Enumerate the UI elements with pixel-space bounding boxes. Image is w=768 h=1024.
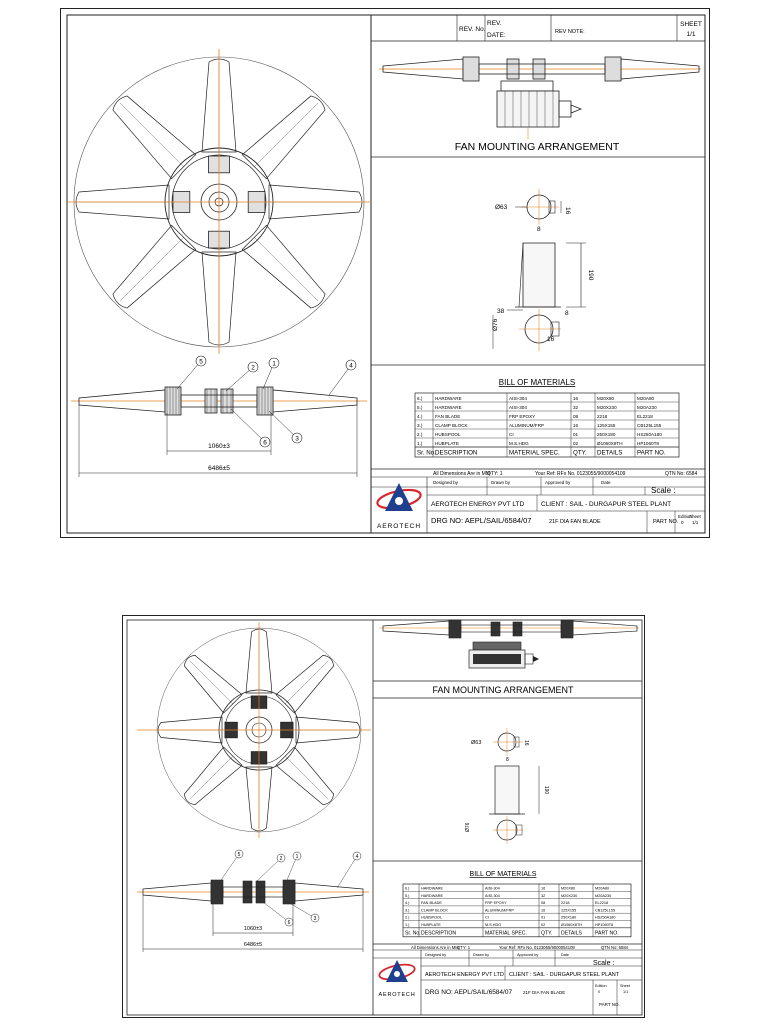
tb-qtn: QTN No: 6584 [665,471,698,477]
bom-cell: EL2218 [637,414,653,420]
bom-cell: M20A230 [595,893,612,898]
tb-sheet-label: Sheet [620,984,630,988]
fan-side-view [71,356,367,477]
tb-scale: Scale : [651,486,676,495]
tb-company: AEROTECH ENERGY PVT LTD [425,972,504,978]
bom-cell: M20A80 [595,886,610,891]
bom-cell: FAN BLADE [435,414,461,420]
bom-cell: M20A80 [637,396,655,402]
bom-cell: 2.) [417,432,423,438]
title-block [373,944,642,1015]
section-title: FAN MOUNTING ARRANGEMENT [432,685,574,695]
aerotech-logo-icon [376,483,422,530]
dim-dia63: Ø63 [495,204,508,211]
bom-cell: AISI-304 [485,893,500,898]
drawing-sheet-2 [122,615,645,1018]
dim-190: 190 [543,785,549,795]
tb-desc: 21F DIA FAN BLADE [549,519,601,525]
fan-blade [276,649,340,713]
bom-cell: AISI-304 [509,405,527,411]
bom-header: DESCRIPTION [435,449,478,457]
hub-spool-detail [492,189,594,351]
bom-header: PART NO. [637,449,666,457]
tb-edition-label: Edition [678,514,692,519]
bom-cell: FAN BLADE [421,901,442,906]
tb-drawn-by: Drawn by [473,953,490,957]
bom-cell: 125X155 [597,423,616,429]
part-balloons [235,850,361,926]
bom-cell: HP1060T8 [637,441,659,447]
bom-cell: M20X80 [597,396,615,402]
bom-cell: 1.) [417,441,423,447]
sheet-2-canvas [123,616,646,1019]
bom-cell: 16 [573,396,579,402]
bom-cell: FRP EPOXY [485,901,507,906]
fan-blade [178,649,242,713]
bom-cell: 01 [573,432,579,438]
tb-date: Date [561,953,570,957]
rev-note-label: REV NOTE: [555,29,585,35]
bom-cell: CLAMP BLOCK [435,423,468,429]
bom-cell: HUBPLATE [435,441,459,447]
bom-cell: CLAMP BLOCK [421,908,448,913]
bom-cell: ALUMINUM/FRP [509,423,544,429]
blade-root [523,243,555,307]
logo-text: AEROTECH [378,992,416,998]
dim-38: 38 [497,308,505,315]
bom-cell: 6.) [405,886,410,891]
fan-top-view [137,622,371,838]
bom-cell: Ø1060X8TH [597,441,623,447]
bom-cell: 08 [541,901,546,906]
revision-block [371,15,705,41]
balloon-6: 6 [287,920,291,926]
bom-cell: M.S.HDG [485,923,502,927]
bom-cell: HUBSPOOL [435,432,461,438]
aerotech-logo-icon [378,960,416,998]
dim-8-mid: 8 [565,310,569,317]
tb-ref: Your Ref: RFx No. 0123055/9000054109 [499,945,575,950]
bom-header: QTY. [573,449,587,457]
balloon-4: 4 [355,854,359,860]
tb-edition-value: 0 [681,520,684,525]
bom-table [403,884,631,937]
bom-cell: 5.) [405,893,410,898]
dim-hub-span: 1060±3 [208,443,230,450]
bom-cell: 02 [541,923,546,927]
bom-cell: 16 [573,423,579,429]
tb-part-no: PART NO. [653,519,679,525]
bom-cell: 6.) [417,396,423,402]
sheet-1-canvas [61,9,711,539]
bom-cell: M20X230 [561,893,578,898]
tb-qty: QTY: 1 [487,471,503,477]
bom-cell: 01 [541,915,546,920]
bom-header: DETAILS [597,449,623,457]
bom-cell: M20A230 [637,405,657,411]
bom-cell: 02 [573,441,579,447]
bom-cell: HARDWARE [421,893,444,898]
bom-cell: CB125L155 [595,908,616,913]
dim-hub-span: 1060±3 [243,926,263,932]
bom-cell: 2218 [561,901,570,906]
drawing-sheet-1 [60,8,710,538]
tb-sheet-value: 1/1 [623,990,629,994]
balloon-1: 1 [272,360,276,368]
rev-date-label: DATE: [487,32,506,39]
fan-blade [106,225,196,315]
tb-sheet-label: Sheet [689,514,701,519]
bom-cell: HARDWARE [435,405,462,411]
bom-header: QTY. [541,930,553,937]
bom-cell: 2218 [597,414,608,420]
tb-edition-value: 0 [598,990,601,994]
bom-table [415,393,679,457]
bom-cell: HS250A180 [595,915,616,920]
bom-header: Sr. No. [417,449,436,457]
tb-designed-by: Designed by [433,480,459,485]
sheet-label: SHEET [680,21,702,28]
tb-qty: QTY: 1 [457,945,471,950]
balloon-5: 5 [199,358,203,366]
bom-cell: FRP EPOXY [509,414,536,420]
bom-cell: 250X180 [561,915,577,920]
bom-header: MATERIAL SPEC. [485,930,527,937]
tb-desc: 21F DIA FAN BLADE [523,990,566,995]
balloon-2: 2 [251,364,255,372]
bom-cell: HARDWARE [435,396,462,402]
tb-note: All Dimensions Are in MM [411,945,459,950]
hub-spool-detail [465,728,549,844]
dim-8-top: 8 [506,757,509,763]
rev-no-label: REV. No. [459,26,486,33]
bom-cell: 250X180 [597,432,616,438]
bom-cell: CB125L155 [637,423,662,429]
bom-cell: 08 [573,414,579,420]
bom-cell: HUBSPOOL [421,915,443,920]
bom-cell: 16 [541,886,546,891]
bom-header: MATERIAL SPEC. [509,449,560,457]
assembly-front-view [379,57,701,139]
section-title: FAN MOUNTING ARRANGEMENT [454,141,620,153]
tb-drg-no: DRG NO: AEPL/SAIL/6584/07 [425,989,513,996]
bom-cell: 16 [541,908,546,913]
balloon-1: 1 [295,854,299,860]
bom-header: Sr. No. [405,930,421,937]
part-balloons [196,356,356,447]
bom-cell: 4.) [405,901,410,906]
bom-cell: 5.) [417,405,423,411]
logo-text: AEROTECH [376,523,422,530]
fan-side-view [137,850,369,952]
tb-client: CLIENT : SAIL - DURGAPUR STEEL PLANT [541,501,672,508]
balloon-2: 2 [279,856,283,862]
tb-edition-label: Edition [595,984,607,988]
bom-cell: HS250A180 [637,432,662,438]
dim-16-bottom: 16 [547,336,555,343]
bom-cell: Ø1060X8TH [561,923,583,927]
bom-cell: 32 [541,893,546,898]
bom-title: BILL OF MATERIALS [469,871,537,878]
tb-company: AEROTECH ENERGY PVT LTD [431,501,525,508]
tb-qtn: QTN No: 6584 [601,945,628,950]
bom-cell: 32 [573,405,579,411]
bom-cell: M20X230 [597,405,617,411]
bom-cell: CI [509,432,514,438]
sheet-value: 1/1 [686,31,696,38]
bom-cell: 1.) [405,923,410,927]
bom-cell: ALUMINUM/FRP [485,908,514,913]
bom-cell: 3.) [405,908,410,913]
bom-cell: HARDWARE [421,886,444,891]
title-block [371,469,705,533]
dim-overall-span: 6486±5 [208,465,230,472]
bom-cell: HP1060T8 [595,923,614,927]
tb-ref: Your Ref: RFx No. 0123055/9000054109 [535,471,626,477]
assembly-front-view [379,620,639,668]
bom-cell: AISI-304 [485,886,500,891]
tb-drg-no: DRG NO: AEPL/SAIL/6584/07 [431,516,532,525]
dim-16-top: 16 [523,740,529,746]
rev-label: REV. [487,20,502,27]
bom-cell: M20X80 [561,886,576,891]
gearbox [497,91,559,127]
balloon-3: 3 [295,435,299,443]
fan-blade [178,747,242,811]
tb-designed-by: Designed by [425,953,447,957]
bom-cell: 4.) [417,414,423,420]
dim-dia63: Ø63 [471,740,482,746]
bom-cell: 2.) [405,915,410,920]
dim-overall-span: 6486±5 [243,942,263,948]
bom-header: DESCRIPTION [421,930,457,937]
balloon-3: 3 [313,916,317,922]
bom-title: BILL OF MATERIALS [498,378,576,387]
tb-approved-by: Approved by [545,480,571,485]
bom-header: PART NO. [595,930,619,937]
tb-client: CLIENT : SAIL - DURGAPUR STEEL PLANT [509,972,620,978]
fan-top-view [67,49,371,354]
balloon-6: 6 [263,439,267,447]
fan-blade [276,747,340,811]
bom-cell: 125X155 [561,908,577,913]
bom-header: DETAILS [561,930,582,937]
balloon-5: 5 [237,852,241,858]
dim-dia76: Ø76 [465,822,471,832]
tb-sheet-value: 1/1 [692,520,699,525]
tb-approved-by: Approved by [517,953,539,957]
balloon-4: 4 [349,362,353,370]
bom-cell: M.S.HDG [509,441,529,447]
tb-part-no: PART NO. [599,1002,620,1007]
tb-note: All Dimensions Are in MM [433,471,490,477]
bom-cell: EL2218 [595,901,609,906]
fan-blade [242,225,332,315]
dim-190: 190 [587,269,594,281]
fan-blade [242,89,332,179]
dim-dia76: Ø76 [492,318,499,331]
tb-date: Date [601,480,611,485]
tb-drawn-by: Drawn by [491,480,511,485]
bom-cell: 3.) [417,423,423,429]
tb-scale: Scale : [593,960,615,967]
dim-8-top: 8 [537,226,541,233]
dim-16-top: 16 [564,207,571,215]
bom-cell: CI [485,915,489,920]
fan-blade [106,89,196,179]
bom-cell: HUBPLATE [421,923,441,927]
bom-cell: AISI-304 [509,396,527,402]
